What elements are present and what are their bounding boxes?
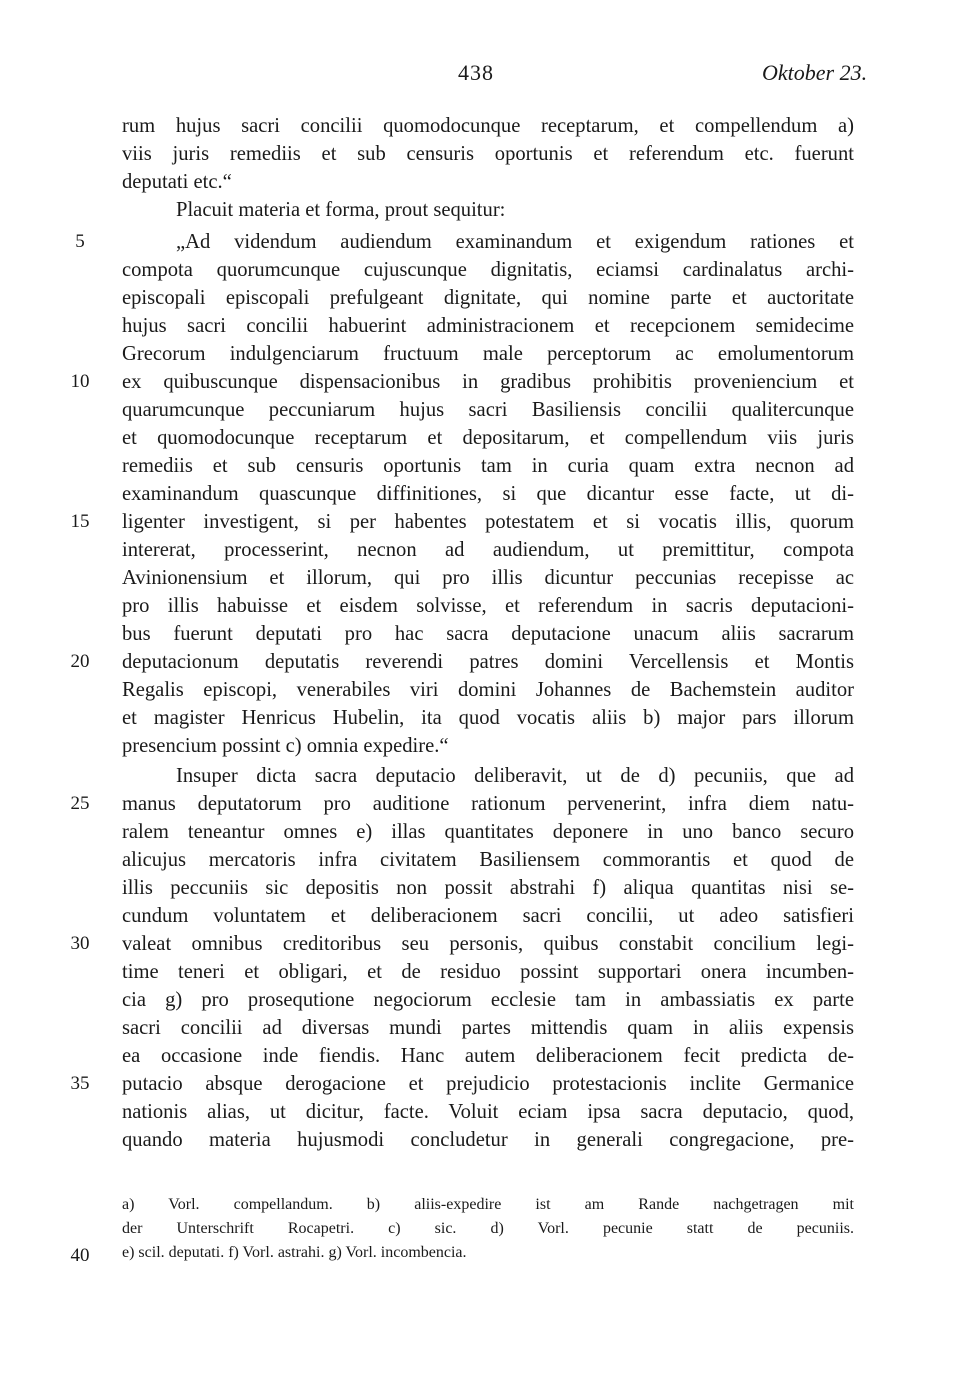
- text-line: et quomodocunque receptarum et depositarum, et compellendum viis juris: [122, 427, 854, 449]
- text-line: putacio absque derogacione et prejudicio protestacionis inclite Germanice: [122, 1073, 854, 1095]
- page-number: 438: [458, 60, 494, 85]
- text-line: hujus sacri concilii habuerint administracionem et recepcionem semidecime: [122, 315, 854, 337]
- text-line: sacri concilii ad diversas mundi partes mittendis quam in aliis expensis: [122, 1017, 854, 1039]
- text-line: deputacionum deputatis reverendi patres domini Vercellensis et Montis: [122, 651, 854, 673]
- text-line: presencium possint c) omnia expedire.“: [122, 735, 449, 757]
- text-line: deputati etc.“: [122, 171, 232, 193]
- text-line: Grecorum indulgenciarum fructuum male perceptorum ac emolumentorum: [122, 343, 854, 365]
- line-number: 5: [75, 231, 85, 252]
- text-line: cia g) pro prosequtione negociorum ecclesie tam in ambassiatis ex parte: [122, 989, 854, 1011]
- text-line: bus fuerunt deputati pro hac sacra deputacione unacum aliis sacrarum: [122, 623, 854, 645]
- line-number: 30: [70, 933, 90, 954]
- text-line: ea occasione inde fiendis. Hanc autem deliberacionem fecit predicta de-: [122, 1045, 854, 1067]
- text-line: illis peccuniis sic depositis non possit abstrahi f) aliqua quantitas nisi se-: [122, 877, 854, 899]
- footnote-line: a) Vorl. compellandum. b) aliis-expedire ist am Rande nachgetragen mit: [122, 1196, 854, 1213]
- page-header: [0, 60, 960, 90]
- text-line: nationis alias, ut dicitur, facte. Voluit eciam ipsa sacra deputacio, quod,: [122, 1101, 854, 1123]
- line-number: 35: [70, 1073, 90, 1094]
- text-line: quarumcunque peccuniarum hujus sacri Basiliensis concilii qualitercunque: [122, 399, 854, 421]
- text-line: rum hujus sacri concilii quomodocunque receptarum, et compellendum a): [122, 115, 854, 137]
- text-line: et magister Henricus Hubelin, ita quod vocatis aliis b) major pars illorum: [122, 707, 854, 729]
- line-number: 15: [70, 511, 90, 532]
- text-line: remediis et sub censuris oportunis tam in curia quam extra necnon ad: [122, 455, 854, 477]
- text-line: „Ad videndum audiendum examinandum et exigendum rationes et: [176, 231, 854, 253]
- text-line: viis juris remediis et sub censuris oportunis et referendum etc. fuerunt: [122, 143, 854, 165]
- text-line: cundum voluntatem et deliberacionem sacri concilii, ut adeo satisfieri: [122, 905, 854, 927]
- text-line: ligenter investigent, si per habentes potestatem et si vocatis illis, quorum: [122, 511, 854, 533]
- text-line: ex quibuscunque dispensacionibus in gradibus prohibitis proveniencium et: [122, 371, 854, 393]
- line-number: 10: [70, 371, 90, 392]
- text-line: valeat omnibus creditoribus seu personis, quibus constabit concilium legi-: [122, 933, 854, 955]
- text-line: examinandum quascunque diffinitiones, si que dicantur esse facte, ut di-: [122, 483, 854, 505]
- running-head: Oktober 23.: [762, 60, 868, 85]
- line-number: 40: [70, 1245, 90, 1266]
- text-line: intererat, processerint, necnon ad audiendum, ut premittitur, compota: [122, 539, 854, 561]
- footnote-line: e) scil. deputati. f) Vorl. astrahi. g) Vorl. incombencia.: [122, 1244, 467, 1261]
- text-line: time teneri et obligari, et de residuo possint supportari onera incumben-: [122, 961, 854, 983]
- text-line: Placuit materia et forma, prout sequitur:: [176, 199, 506, 221]
- text-line: manus deputatorum pro auditione rationum pervenerint, infra diem natu-: [122, 793, 854, 815]
- text-line: quando materia hujusmodi concludetur in generali congregacione, pre-: [122, 1129, 854, 1151]
- text-line: pro illis habuisse et eisdem solvisse, et referendum in sacris deputacioni-: [122, 595, 854, 617]
- text-line: Regalis episcopi, venerabiles viri domini Johannes de Bachemstein auditor: [122, 679, 854, 701]
- line-number: 25: [70, 793, 90, 814]
- text-line: alicujus mercatoris infra civitatem Basiliensem commorantis et quod de: [122, 849, 854, 871]
- text-line: episcopali episcopali prefulgeant dignitate, qui nomine parte et auctoritate: [122, 287, 854, 309]
- footnote-line: der Unterschrift Rocapetri. c) sic. d) Vorl. pecunie statt de pecuniis.: [122, 1220, 854, 1237]
- text-line: compota quorumcunque cujuscunque dignitatis, eciamsi cardinalatus archi-: [122, 259, 854, 281]
- text-line: Insuper dicta sacra deputacio deliberavit, ut de d) pecuniis, que ad: [176, 765, 854, 787]
- line-number: 20: [70, 651, 90, 672]
- text-line: Avinionensium et illorum, qui pro illis dicuntur peccunias recepisse ac: [122, 567, 854, 589]
- text-line: ralem teneantur omnes e) illas quantitates deponere in uno banco securo: [122, 821, 854, 843]
